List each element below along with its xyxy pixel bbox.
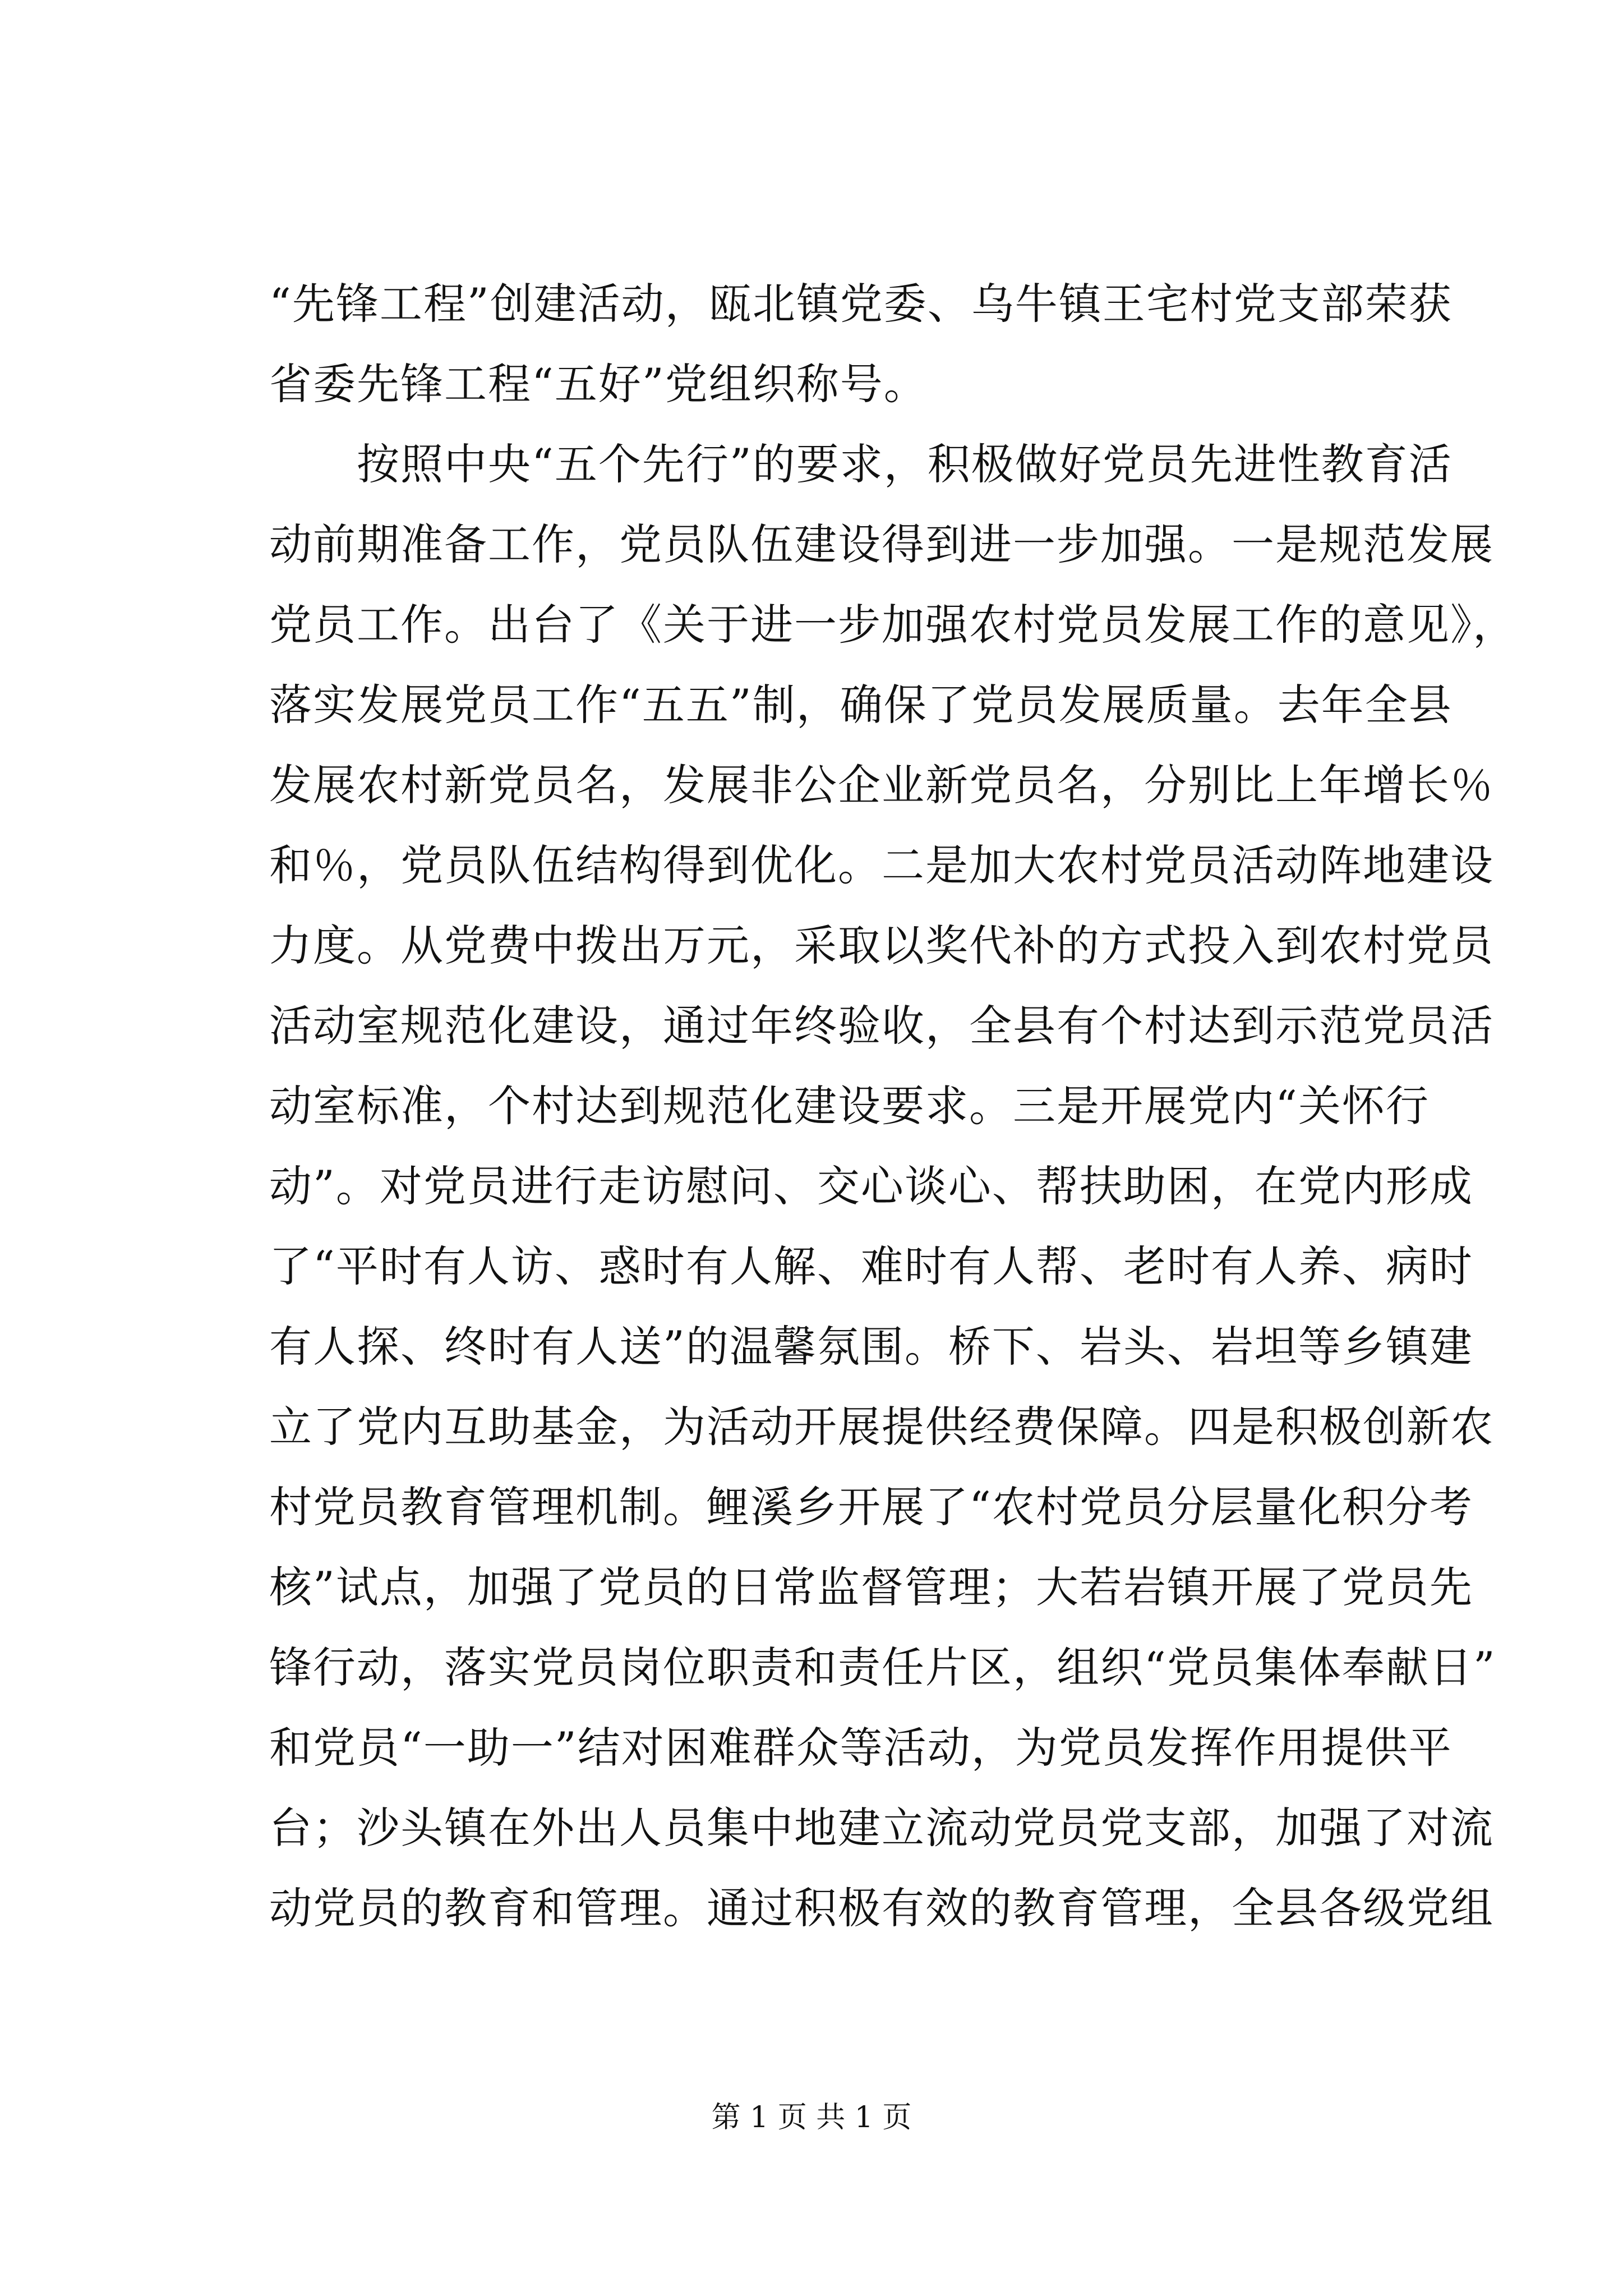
text-line: 动室标准，个村达到规范化建设要求。三是开展党内“关怀行 — [269, 1081, 1430, 1131]
text-line: 动前期准备工作，党员队伍建设得到进一步加强。一是规范发展 — [269, 519, 1494, 569]
text-line: 核”试点，加强了党员的日常监督管理；大若岩镇开展了党员先 — [269, 1562, 1473, 1612]
page-number-footer: 第 1 页 共 1 页 — [711, 2101, 912, 2134]
text-line: 省委先锋工程“五好”党组织称号。 — [269, 359, 928, 409]
text-line: 有人探、终时有人送”的温馨氛围。桥下、岩头、岩坦等乡镇建 — [269, 1322, 1473, 1372]
document-body — [269, 264, 1516, 1948]
text-line: “先锋工程”创建活动，瓯北镇党委、乌牛镇王宅村党支部荣获 — [269, 279, 1453, 329]
text-line: 立了党内互助基金，为活动开展提供经费保障。四是积极创新农 — [269, 1402, 1494, 1452]
text-line: 落实发展党员工作“五五”制，确保了党员发展质量。去年全县 — [269, 680, 1453, 730]
text-line: 活动室规范化建设，通过年终验收，全县有个村达到示范党员活 — [269, 1001, 1494, 1051]
text-line: 力度。从党费中拨出万元，采取以奖代补的方式投入到农村党员 — [269, 921, 1494, 970]
text-line: 了“平时有人访、惑时有人解、难时有人帮、老时有人养、病时 — [269, 1241, 1473, 1291]
text-line: 村党员教育管理机制。鲤溪乡开展了“农村党员分层量化积分考 — [269, 1482, 1473, 1532]
text-line-paragraph-start: 按照中央“五个先行”的要求，积极做好党员先进性教育活 — [357, 439, 1453, 489]
text-line: 动党员的教育和管理。通过积极有效的教育管理，全县各级党组 — [269, 1883, 1494, 1933]
text-line: 发展农村新党员名，发展非公企业新党员名，分别比上年增长％ — [269, 760, 1494, 810]
text-line: 动”。对党员进行走访慰问、交心谈心、帮扶助困，在党内形成 — [269, 1161, 1473, 1211]
text-line: 党员工作。出台了《关于进一步加强农村党员发展工作的意见》， — [269, 600, 1516, 650]
text-line: 锋行动，落实党员岗位职责和责任片区，组织“党员集体奉献日” — [269, 1642, 1496, 1692]
text-line: 和党员“一助一”结对困难群众等活动，为党员发挥作用提供平 — [269, 1723, 1453, 1773]
text-line: 和％，党员队伍结构得到优化。二是加大农村党员活动阵地建设 — [269, 840, 1494, 890]
text-line: 台；沙头镇在外出人员集中地建立流动党员党支部，加强了对流 — [269, 1803, 1494, 1853]
